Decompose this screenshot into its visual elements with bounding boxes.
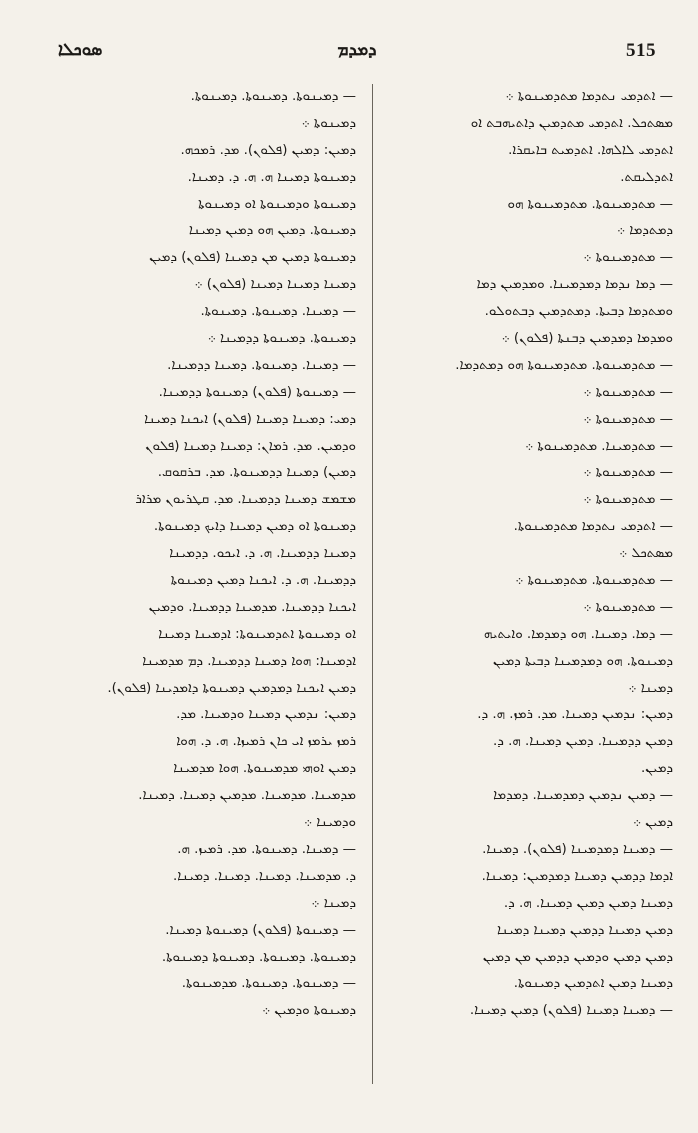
entry-line: ܕܕܡܝܢܐ. ܗ. ܕ. ܐܝܟܢܐ ܕܡܝܢ ܕܡܝܢܘܬܐ [170,573,356,589]
entry-line: ܕܡܝܢܘܬܐ ܕܡܝܢܐ ܗ. ܗ. ܕ. ܕܡܝܢܐ. [187,169,356,185]
entry-line: ܕܡܝܢ ܕܕܡܝܢܐ. ܕܡܝܢ ܕܡܝܢܐ. ܗ. ܕ. [492,734,673,750]
entry-line: ܕܡܝܢܘܬܐ ܘܕܡܝܢܘܬܐ ܐܘ ܕܡܝܢܘܬܐ [198,196,356,212]
entry-line: ܕܡܝܢܐ ܕܕܡܝܢܐ. ܗ. ܕ. ܐܝܟܘ. ܕܕܡܝܢܐ [169,546,356,562]
entry-line: — ܕܡܝܢܘܬܐ. ܕܡܝܢܘܬܐ. ܕܡܝܢܘܬܐ. [190,89,356,104]
entry-line: ܐܘ ܕܡܝܢܘܬܐ ܐܬܕܡܝܢܘܬܐ: ܐܕܡܝܢܐ ܕܡܝܢܐ [158,626,356,642]
entry-line: ܕܡܝܢ: ܕܡܝܢ (ܦܠܘܢ). ܡܕ. ܪܡܟܗ. [180,142,356,158]
entry-line: ܕܡܝܢ ܕܡܝܢ ܘܕܡܝܢ ܕܕܡܝܢ ܡܢ ܕܡܝܢ [482,949,673,965]
entry-line: ܐܕܡܝܢܐ: ܗܘܐ ܕܡܝܢܐ ܕܕܡܝܢܐ. ܕܡ ܡܕܡܝܢܐ [142,653,356,669]
entry-line: ܕܡܝܢܐ ܕܡܝܢ ܐܬܕܡܝܢ ܕܡܝܢܘܬܐ. [513,976,673,992]
entry-line: — ܕܡܝܢܐ. ܕܡܝܢܘܬܐ. ܕܡܝܢܘܬܐ. [200,304,356,320]
entry-line: ܕܡܝܢܘܬܐ ܀ [301,115,356,131]
running-head-center: ܕܡܕܡ [337,40,377,59]
entry-line: — ܡܬܕܡܝܢܘܬܐ. ܡܬܕܡܝܢܘܬܐ ܗܘ [507,196,673,212]
entry-line: — ܡܬܕܡܝܢܘܬܐ ܀ [583,465,673,481]
entry-line: ܕܡܬܕܡܐ ܀ [617,223,673,239]
entry-line: — ܕܡܝܢܐ ܕܡܕܡܝܢܐ (ܦܠܘܢ). ܕܡܝܢܐ. [482,841,673,857]
entry-line: — ܐܬܕܡܝ ܢܬܕܡܐ ܡܬܕܡܝܢܘܬܐ. [513,519,673,535]
entry-line: ܕܡܝܢ ܕܡܝܢܐ ܕܕܡܝܢ ܕܡܝܢܐ ܕܡܝܢܐ [496,922,673,938]
entry-line: ܕܡܝܢܘܬܐ. ܕܡܝܢ ܗܘ ܕܡܝܢ ܕܡܝܢܐ [188,223,356,239]
entry-line: ܕܡܝܢ ܐܝܟܢܐ ܕܡܕܡܝܢ ܕܡܝܢܘܬܐ ܕܐܡܕܝܢܐ (ܦܠܘܢ). [107,680,356,696]
entry-line: — ܡܬܕܡܝܢܘܬܐ ܀ [583,599,673,615]
entry-line: ܕܡܝܢ: ܢܕܡܝܢ ܕܡܝܢܐ ܘܕܡܝܢܐ. ܡܕ. [176,707,356,723]
running-head-left: ܣܘܟܠܐ [58,40,103,59]
entry-line: ܕܡܝ: ܕܡܝܢܐ ܕܡܝܢܐ (ܦܠܘܢ) ܐܝܟܢܐ ܕܡܝܢܐ [144,411,356,427]
entry-line: ܕܡܝܢ ܀ [632,815,673,831]
entry-line: — ܕܡܝܢܘܬܐ. ܕܡܝܢܘܬܐ. ܡܕܡܝܢܘܬܐ. [181,976,356,992]
entry-line: ܕܡܝܢܘܬܐ. ܕܡܝܢܘܬܐ. ܕܡܝܢܘܬܐ ܕܡܝܢܘܬܐ. [161,949,356,965]
entry-line: — ܡܬܕܡܝܢܘܬܐ ܀ [583,250,673,266]
entry-line: — ܕܡܝܢ ܢܕܡܝܢ ܕܡܕܡܝܢܐ. ܕܡܕܡܐ [493,788,673,804]
entry-line: ܡܫܡܫ ܕܡܝܢܐ ܕܕܡܝܢܐ. ܡܕ. ܩܛܪܝܘܢ ܡܪܐܪ [135,492,356,508]
entry-line: ܕܡܝܢ: ܢܕܡܝܢ ܕܡܝܢܐ. ܡܕ. ܪܡܙ. ܗ. ܕ. [477,707,673,723]
entry-line: ܕܡܝܢܐ ܕܡܝܢܐ ܕܡܝܢܐ (ܦܠܘܢ) ܀ [194,277,356,293]
entry-line: ܕܡܝܢ) ܕܡܝܢܐ ܕܕܡܝܢܘܬܐ. ܡܕ. ܒܪܩܘܩ. [157,465,356,481]
entry-line: — ܡܬܕܡܝܢܘܬܐ. ܡܬܕܡܝܢܘܬܐ ܀ [515,573,673,589]
entry-line: ܘܕܡܝܢܐ ܀ [303,815,356,831]
entry-line: ܘܡܕܡܐ ܕܡܕܡܝܢ ܕܒܢܬܐ (ܦܠܘܢ) ܀ [501,331,673,347]
left-column [58,84,356,1084]
entry-line: ܕܡܝܢܘܬܐ ܕܡܝܢ ܡܢ ܕܡܝܢܐ (ܦܠܘܢ) ܕܡܝܢ [149,250,356,266]
entry-line: ܡܣܬܟܠ ܀ [619,546,673,562]
entry-line: — ܡܬܕܡܝܢܘܬܐ ܀ [583,411,673,427]
entry-line: ܐܕܡܐ ܕܕܡܝܢ ܕܡܝܢܐ ܕܡܕܡܝܢ: ܕܡܝܢܐ. [481,868,673,884]
entry-line: — ܕܡܝܢܘܬܐ (ܦܠܘܢ) ܕܡܝܢܘܬܐ ܕܡܝܢܐ. [165,922,356,938]
entry-line: ܘܕܡܝܢ. ܡܕ. ܪܡܐܢ: ܕܡܝܢܐ ܕܡܝܢܐ (ܦܠܘܢ [145,438,356,454]
entry-line: ܐܝܟܢܐ ܕܕܡܝܢܐ. ܡܕܡܝܢܐ ܕܕܡܝܢܐ. ܘܕܡܝܢ [148,599,356,615]
entry-line: — ܕܡܐ. ܕܡܝܢܐ. ܗܘ ܕܡܕܡܐ. ܘܐܝܬܝܗ [483,626,673,642]
right-column [375,84,673,1084]
entry-line: — ܕܡܝܢܐ. ܕܡܝܢܘܬܐ. ܡܕ. ܪܡܝܙ. ܗ. [177,841,356,857]
entry-line: ܡܣܬܟܠ. ܐܬܕܡܝ ܡܬܕܡܝܢ ܕܐܬܝܗܒܬ ܐܘ [470,115,673,131]
entry-line: ܡܕܡܝܢܐ. ܡܕܡܝܢܐ. ܡܕܡܝܢ ܕܡܝܢܐ. ܕܡܝܢܐ. [138,788,356,804]
entry-line: ܐܬܕܡܝ ܠܐܠܗܐ. ܐܬܕܡܝܬ ܒܐܝܩܪܐ. [508,142,673,158]
entry-line: ܪܡܙ ܝܪܡܙ ܐܝ ܟܐܢ ܪܡܝܙܐ. ܗ. ܕ. ܗܘܐ [176,734,356,750]
entry-line: ܕܡܝܢܘܬܐ ܘܕܡܝܢ ܀ [262,1003,356,1019]
entry-line: ܘܡܬܕܡܐ ܕܒܝܬܐ. ܕܡܬܕܡܝܢ ܕܒܬܘܠܘ. [484,304,673,320]
entry-line: ܕܡܝܢܐ ܕܡܝܢ ܕܡܝܢ ܕܡܝܢܐ. ܗ. ܕ. [503,895,673,911]
entry-line: — ܡܬܕܡܝܢܘܬܐ ܀ [583,492,673,508]
entry-line: ܕ. ܡܕܡܝܢܐ. ܕܡܝܢܐ. ܕܡܝܢܐ. ܕܡܝܢܐ. [172,868,356,884]
entry-line: — ܡܬܕܡܝܢܘܬܐ ܀ [583,384,673,400]
entry-line: — ܕܡܝܢܐ. ܕܡܝܢܘܬܐ. ܕܡܝܢܐ ܕܕܡܝܢܐ. [167,357,356,373]
entry-line: ܕܡܝܢܘܬܐ ܐܘ ܕܡܝܢ ܕܡܝܢܐ ܕܐܝܟ ܕܡܝܢܘܬܐ. [153,519,356,535]
entry-line: — ܐܬܕܡܝ ܢܬܕܡܐ ܡܬܕܡܝܢܘܬܐ ܀ [505,89,673,104]
entry-line: — ܕܡܝܢܐ ܕܡܝܢܐ (ܦܠܘܢ) ܕܡܝܢ ܕܡܝܢܐ. [469,1003,673,1019]
column-divider [372,84,373,1084]
entry-line: ܕܡܝܢ ܐܘܗܝ ܡܕܡܝܢܘܬܐ. ܗܘܐ ܡܕܡܝܢܐ [173,761,356,777]
entry-line: — ܕܡܝܢܘܬܐ (ܦܠܘܢ) ܕܡܝܢܘܬܐ ܕܕܡܝܢܐ. [158,384,356,400]
entry-line: ܕܡܝܢܐ ܀ [628,680,673,696]
running-head [58,40,656,66]
entry-line: ܕܡܝܢܐ ܀ [311,895,356,911]
page-number: 515 [626,40,656,61]
entry-line: — ܡܬܕܡܝܢܘܬܐ. ܡܬܕܡܝܢܘܬܐ ܗܘ ܕܡܬܕܡܐ. [455,357,673,373]
entry-line: ܕܡܝܢܘܬܐ. ܕܡܝܢܘܬܐ ܕܕܡܝܢܐ ܀ [207,331,356,347]
entry-line: ܕܡܝܢ. [640,761,673,777]
entry-line: ܐܬܕܠܝܩܬ. [620,169,673,185]
entry-line: ܕܡܝܢܘܬܐ. ܗܘ ܕܡܕܡܝܢܐ ܕܒܝܬܐ ܕܡܝܢ [493,653,673,669]
entry-line: — ܕܡܐ ܢܕܡܐ ܕܡܕܡܝܢܐ. ܘܡܕܡܝܢ ܕܡܐ [476,277,673,293]
entry-line: — ܡܬܕܡܝܢܐ. ܡܬܕܡܝܢܘܬܐ ܀ [525,438,673,454]
